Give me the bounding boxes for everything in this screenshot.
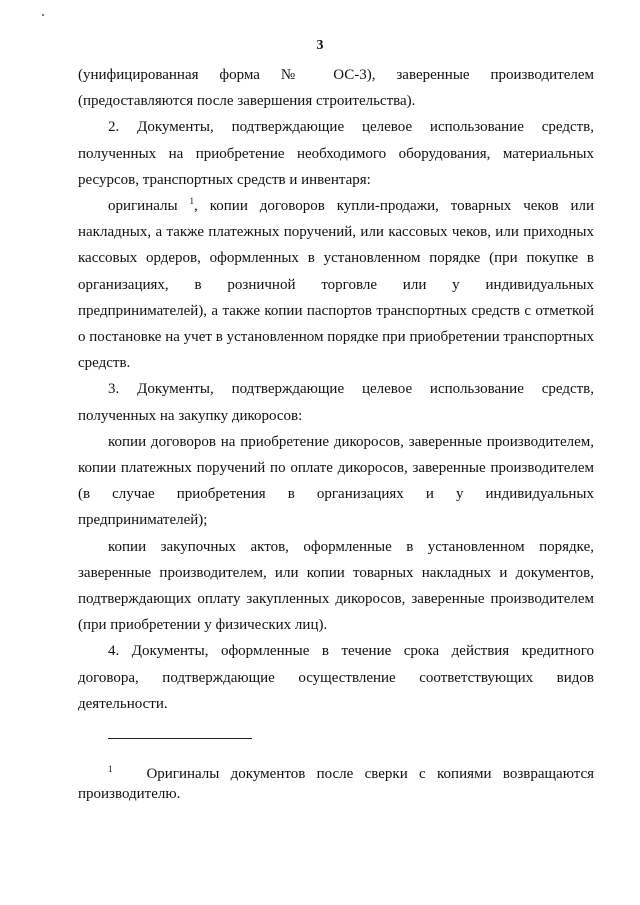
footnote [78,764,594,804]
paragraph-purchase-acts: копии закупочных актов, оформленные в установленном порядке, заверенные производителем, или копии товарных накладных и документов, подтверждающих оплату закупленных дикоросов, заверенные производителем (при приобретении у физических лиц). [78,538,594,634]
paragraph-contracts: копии договоров на приобретение дикоросов, заверенные производителем, копии платежных поручений по оплате дикоросов, заверенные производителем (в случае приобретения в организациях и у индивидуальных предпринимателей); [78,433,594,529]
page-number: 3 [316,38,324,53]
footnote-mark: 1 [108,764,113,774]
paragraph-form-os3: (унифицированная форма № ОС-3), заверенные производителем (предоставляются после завершения строительства). [78,67,594,110]
paragraph-section-2: 2. Документы, подтверждающие целевое использование средств, полученных на приобретение необходимого оборудования, материальных ресурсов, транспортных средств и инвентаря: [78,119,594,188]
paragraph-section-3: 3. Документы, подтверждающие целевое использование средств, полученных на закупку дикоросов: [78,381,594,424]
paragraph-originals: оригиналы $^1$, копии договоров купли-продажи, товарных чеков или накладных, а также платежных поручений, или кассовых чеков, или приходных кассовых ордеров, оформленных в установленном порядке (при покупке в организациях, в розничной торговле или у индивидуальных предпринимателей), а также копии паспортов транспортных средств с отметкой о постановке на учет в установленном порядке при приобретении транспортных средств. [78,196,595,372]
scan-speck [42,14,44,16]
footnote-separator [108,738,252,739]
document-body [78,62,594,717]
originals-text: копии договоров купли-продажи, товарных чеков или накладных, а также платежных поручений, или кассовых чеков, или приходных кассовых ордеров, оформленных в установленном порядке (при покупке в организациях, в розничной торговле или у индивидуальных предпринимателей), а также копии паспортов транспортных средств с отметкой о постановке на учет в установленном порядке при приобретении транспортных средств. [78,198,595,372]
paragraph-section-4: 4. Документы, оформленные в течение срока действия кредитного договора, подтверждающие осуществление соответствующих видов деятельности. [78,643,594,712]
footnote-text: Оригиналы документов после сверки с копиями возвращаются производителю. [78,766,594,802]
footnote-ref-mark: 1 [189,196,195,207]
originals-lead: оригиналы [108,198,178,215]
